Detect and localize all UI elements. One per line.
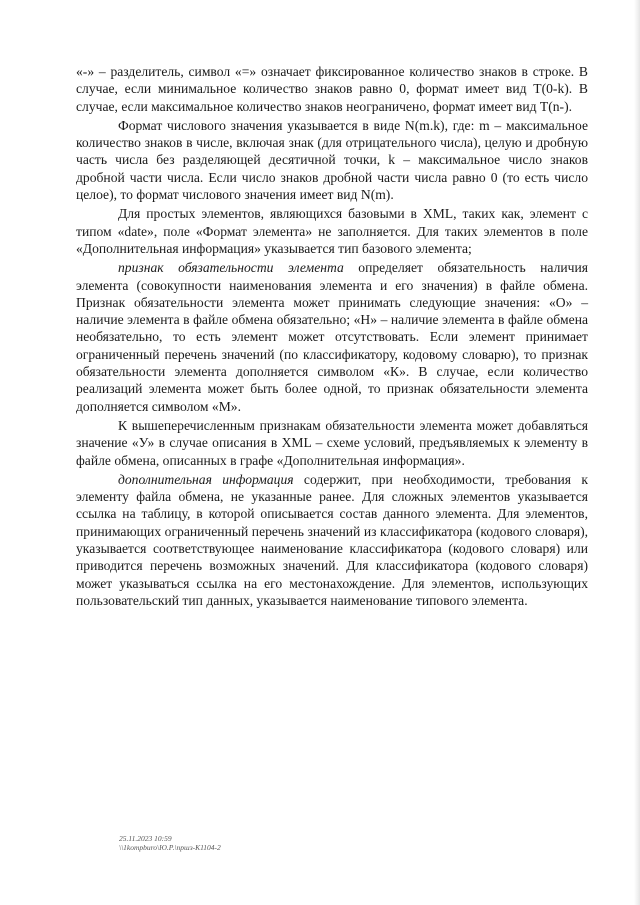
paragraph-text: содержит, при необходимости, требования к элементу файла обмена, не указанные ранее. Для сложных элементов указывается ссылка на таблицу, в которой описывается состав данного элемента. Для элементов, принимающих ограниченный перечень значений из классификатора (кодового словаря), указывается соответствующее наименование классификатора (кодового словаря) или приводится перечень возможных значений. Для классификатора (кодового словаря) может указываться ссылка на его местонахождение. Для элементов, использующих пользовательский тип данных, указывается наименование типового элемента. (76, 471, 588, 608)
paragraph-p1 (76, 63, 588, 115)
paragraph-text: К вышеперечисленным признакам обязательности элемента может добавляться значение «У» в случае описания в XML – схеме условий, предъявляемых к элементу в файле обмена, описанных в графе «Дополнительная информация». (76, 417, 588, 468)
file-path: \\1kompburo\Ю.Р.\пршз-К1104-2 (119, 843, 221, 852)
paragraph-text: Формат числового значения указывается в виде N(m.k), где: m – максимальное количество знаков в числе, включая знак (для отрицательного числа), целую и дробную часть числа без разделяющей десятичной точки, k – максимальное число знаков дробной части числа. Если число знаков дробной части числа равно 0 (то есть число целое), то формат числового значения имеет вид N(m). (76, 117, 588, 203)
paragraph-text: «-» – разделитель, символ «=» означает фиксированное количество знаков в строке. В случае, если минимальное количество знаков равно 0, формат имеет вид T(0-k). В случае, если максимальное количество знаков неограничено, формат имеет вид T(n-). (76, 64, 588, 114)
print-timestamp: 25.11.2023 10:59 (119, 834, 172, 843)
term-definition: признак обязательности элемента (118, 260, 344, 276)
paragraph-p2 (76, 117, 588, 203)
paragraph-p4 (76, 259, 588, 415)
document-body (76, 63, 588, 611)
term-definition: дополнительная информация (118, 471, 294, 487)
paragraph-p3 (76, 205, 588, 257)
print-footer (119, 834, 221, 852)
paragraph-text: определяет обязательность наличия элемента (совокупности наименования элемента и его значения) в файле обмена. Признак обязательности элемента может принимать следующие значения: «О» – наличие элемента в файле обмена обязательно; «Н» – наличие элемента в файле обмена необязательно, то есть элемент может отсутствовать. Если элемент принимает ограниченный перечень значений (по классификатору, кодовому словарю), то признак обязательности элемента дополняется символом «К». В случае, если количество реализаций элемента может быть более одной, то признак обязательности элемента дополняется символом «М». (76, 260, 589, 414)
paragraph-p6 (76, 471, 588, 609)
paragraph-text: Для простых элементов, являющихся базовыми в XML, таких как, элемент с типом «date», поле «Формат элемента» не заполняется. Для таких элементов в поле «Дополнительная информация» указывается тип базового элемента; (76, 206, 588, 256)
paragraph-p5 (76, 417, 588, 469)
scan-edge-shadow (634, 0, 640, 905)
